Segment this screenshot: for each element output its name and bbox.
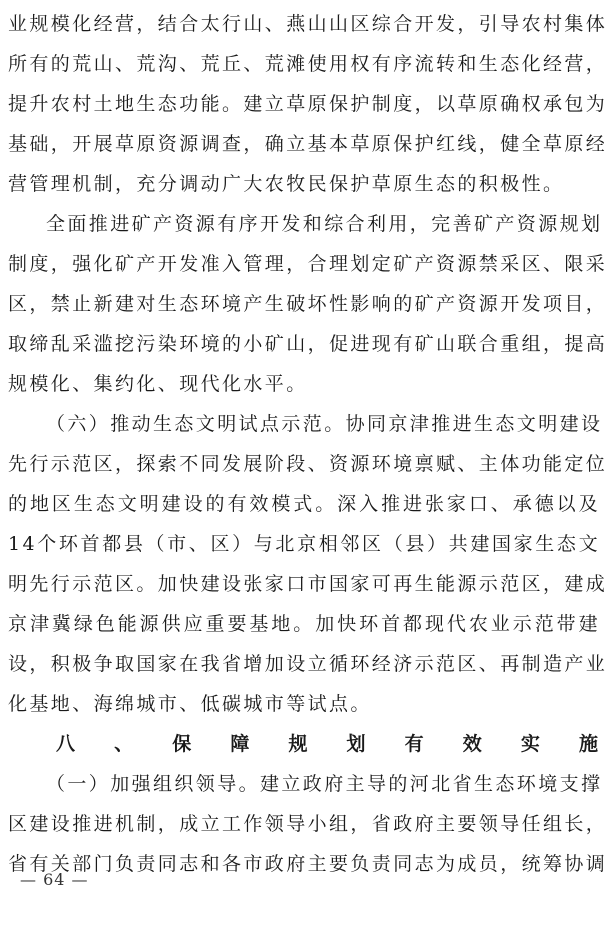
- text-line: 设，积极争取国家在我省增加设立循环经济示范区、再制造产业: [8, 653, 608, 675]
- text-line: 明先行示范区。加快建设张家口市国家可再生能源示范区，建成: [8, 573, 608, 595]
- text-line: （六）推动生态文明试点示范。协同京津推进生态文明建设: [46, 413, 603, 435]
- text-line: 先行示范区，探索不同发展阶段、资源环境禀赋、主体功能定位: [8, 453, 608, 475]
- text-line: 14个环首都县（市、区）与北京相邻区（县）共建国家生态文: [8, 533, 600, 555]
- text-line: （一）加强组织领导。建立政府主导的河北省生态环境支撑: [46, 773, 603, 795]
- text-line: 提升农村土地生态功能。建立草原保护制度，以草原确权承包为: [8, 93, 608, 115]
- text-line: 区建设推进机制，成立工作领导小组，省政府主要领导任组长，: [8, 813, 608, 835]
- text-line: 省有关部门负责同志和各市政府主要负责同志为成员，统筹协调: [8, 853, 608, 875]
- document-body: [8, 4, 608, 884]
- page-number: — 64 —: [20, 870, 89, 889]
- text-line: 京津冀绿色能源供应重要基地。加快环首都现代农业示范带建: [8, 613, 600, 635]
- text-line: 区，禁止新建对生态环境产生破坏性影响的矿产资源开发项目，: [8, 293, 608, 315]
- text-line: 化基地、海绵城市、低碳城市等试点。: [8, 693, 372, 715]
- paragraph-continuation: [8, 4, 608, 204]
- text-line: 所有的荒山、荒沟、荒丘、荒滩使用权有序流转和生态化经营，: [8, 53, 608, 75]
- text-line: 规模化、集约化、现代化水平。: [8, 373, 308, 395]
- text-line: 营管理机制，充分调动广大农牧民保护草原生态的积极性。: [8, 173, 565, 195]
- paragraph-mineral-resources: [8, 204, 608, 404]
- text-line: 全面推进矿产资源有序开发和综合利用，完善矿产资源规划: [46, 213, 603, 235]
- text-line: 的地区生态文明建设的有效模式。深入推进张家口、承德以及: [8, 493, 600, 515]
- section-heading: 八、保障规划有效实施: [56, 733, 600, 755]
- text-line: 基础，开展草原资源调查，确立基本草原保护红线，健全草原经: [8, 133, 608, 155]
- paragraph-pilot-demonstration: [8, 404, 608, 724]
- text-line: 制度，强化矿产开发准入管理，合理划定矿产资源禁采区、限采: [8, 253, 608, 275]
- paragraph-organizational-leadership: [8, 764, 608, 884]
- text-line: 取缔乱采滥挖污染环境的小矿山，促进现有矿山联合重组，提高: [8, 333, 608, 355]
- text-line: 业规模化经营，结合太行山、燕山山区综合开发，引导农村集体: [8, 13, 608, 35]
